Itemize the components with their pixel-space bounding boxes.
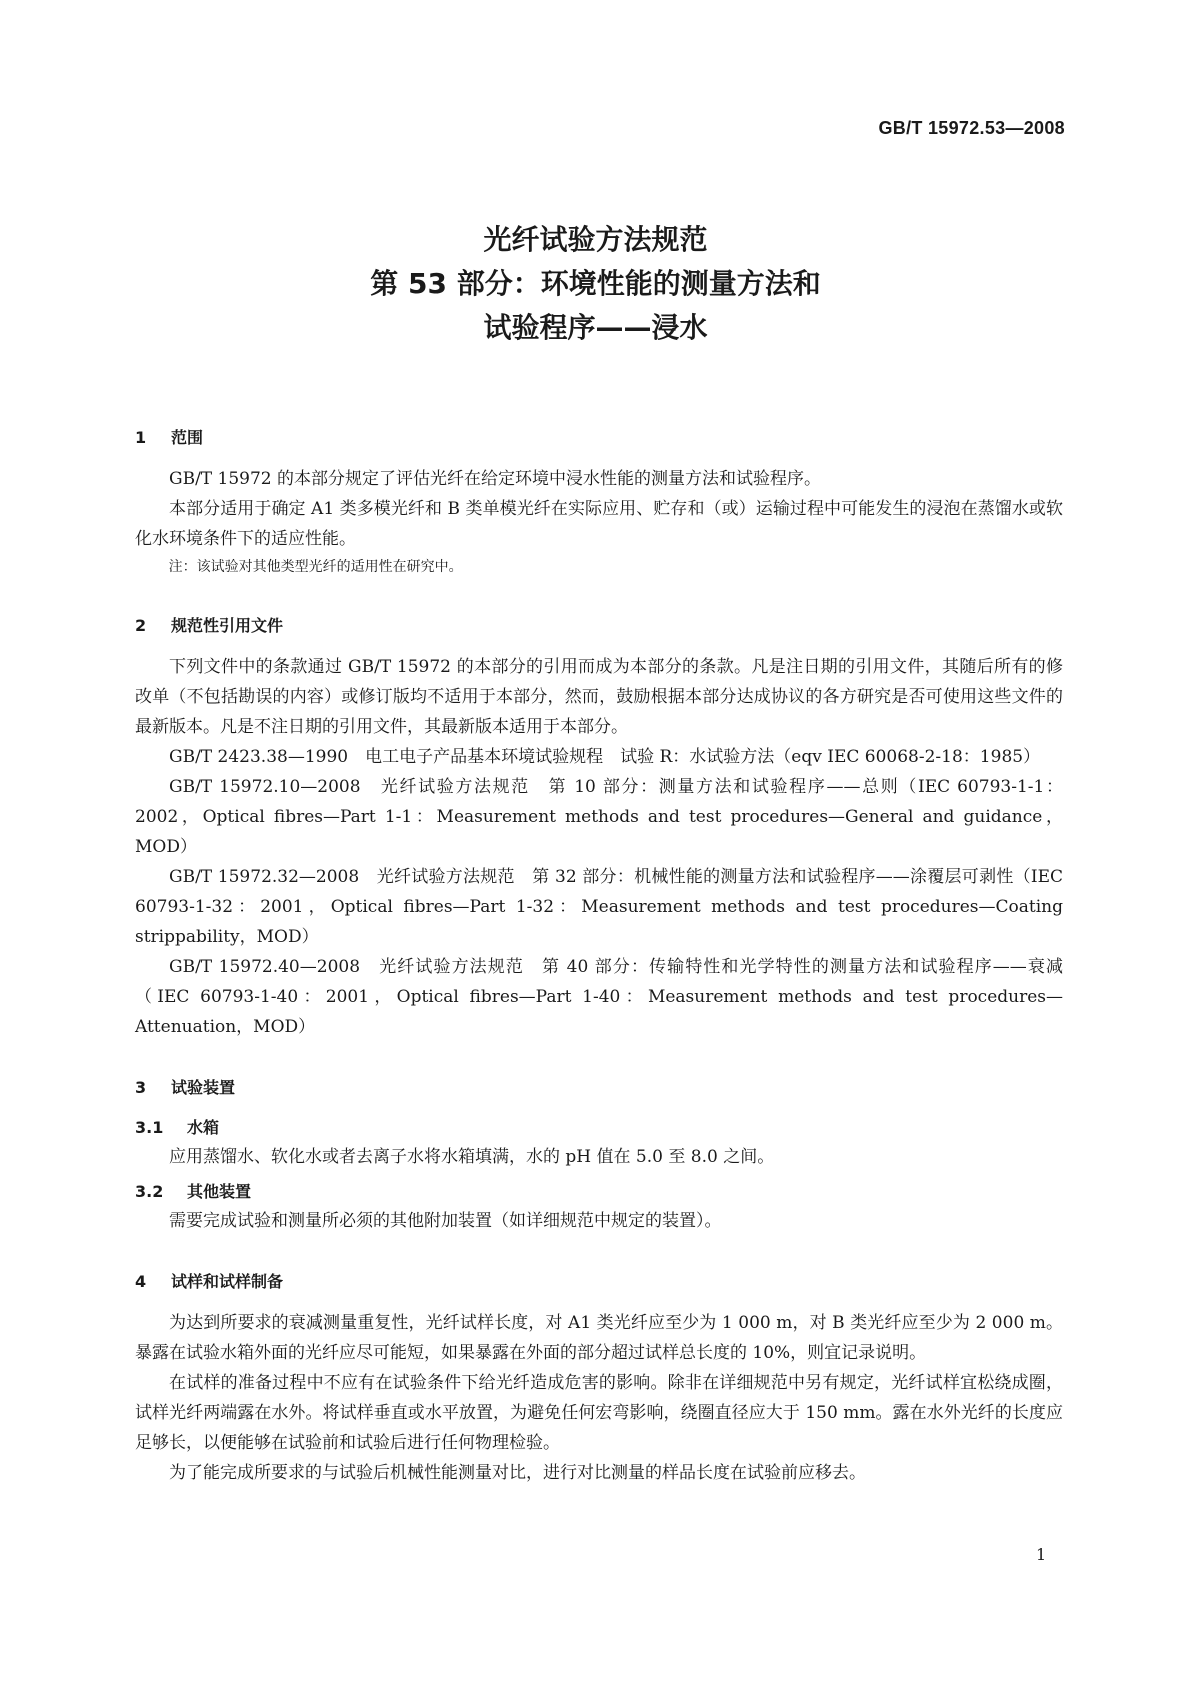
page-number: 1: [1036, 1545, 1047, 1564]
section-heading-scope: [135, 424, 1063, 452]
paragraph: 在试样的准备过程中不应有在试验条件下给光纤造成危害的影响。除非在详细规范中另有规定，光纤试样宜松绕成圈，试样光纤两端露在水外。将试样垂直或水平放置，为避免任何宏弯影响，绕圈直径应大于 150 mm。露在水外光纤的长度应足够长，以便能够在试验前和试验后进行任何物理检验。: [135, 1373, 1063, 1453]
section-number: 1: [135, 428, 147, 447]
section-title: 规范性引用文件: [171, 616, 284, 635]
paragraph: 需要完成试验和测量所必须的其他附加装置（如详细规范中规定的装置）。: [169, 1211, 722, 1231]
section-heading-specimen: [135, 1268, 1063, 1296]
section-title: 试验装置: [171, 1078, 236, 1097]
title-line-3: 试验程序——浸水: [483, 311, 708, 344]
paragraph: 下列文件中的条款通过 GB/T 15972 的本部分的引用而成为本部分的条款。凡是注日期的引用文件，其随后所有的修改单（不包括勘误的内容）或修订版均不适用于本部分，然而，鼓励根据本部分达成协议的各方研究是否可使用这些文件的最新版本。凡是不注日期的引用文件，其最新版本适用于本部分。: [135, 657, 1063, 737]
note: 注：该试验对其他类型光纤的适用性在研究中。: [168, 559, 463, 575]
paragraph: 为了能完成所要求的与试验后机械性能测量对比，进行对比测量的样品长度在试验前应移去。: [169, 1463, 866, 1483]
paragraph: 为达到所要求的衰减测量重复性，光纤试样长度，对 A1 类光纤应至少为 1 000 m，对 B 类光纤应至少为 2 000 m。暴露在试验水箱外面的光纤应尽可能短，如果暴露在外面的部分超过试样总长度的 10%，则宜记录说明。: [135, 1313, 1063, 1363]
section-title: 范围: [171, 428, 204, 447]
subsection-number: 3.2: [135, 1182, 164, 1201]
title-line-2: 第 53 部分：环境性能的测量方法和: [370, 267, 821, 300]
subsection-title: 其他装置: [187, 1182, 252, 1201]
reference-item: GB/T 15972.40—2008 光纤试验方法规范 第 40 部分：传输特性和光学特性的测量方法和试验程序——衰减（IEC 60793-1-40：2001，Optical fibres—Part 1-40：Measurement methods and test procedures—Attenuation，MOD）: [135, 957, 1063, 1037]
section-heading-normative-references: [135, 612, 1063, 640]
standard-number: GB/T 15972.53—2008: [878, 118, 1065, 138]
document-title: [0, 218, 1191, 350]
subsection-number: 3.1: [135, 1118, 164, 1137]
paragraph: 本部分适用于确定 A1 类多模光纤和 B 类单模光纤在实际应用、贮存和（或）运输过程中可能发生的浸泡在蒸馏水或软化水环境条件下的适应性能。: [135, 499, 1063, 549]
section-number: 4: [135, 1272, 147, 1291]
title-line-1: 光纤试验方法规范: [483, 223, 708, 256]
document-body: [135, 424, 1063, 1488]
subsection-title: 水箱: [187, 1118, 220, 1137]
subsection-heading-other-apparatus: [135, 1178, 1063, 1206]
reference-item: GB/T 15972.32—2008 光纤试验方法规范 第 32 部分：机械性能的测量方法和试验程序——涂覆层可剥性（IEC 60793-1-32：2001，Optical fibres—Part 1-32：Measurement methods and test procedures—Coating strippability，MOD）: [135, 867, 1063, 947]
section-heading-apparatus: [135, 1074, 1063, 1102]
reference-item: GB/T 15972.10—2008 光纤试验方法规范 第 10 部分：测量方法和试验程序——总则（IEC 60793-1-1：2002，Optical fibres—Part 1-1：Measurement methods and test procedures—General and guidance，MOD）: [135, 777, 1063, 857]
section-title: 试样和试样制备: [171, 1272, 284, 1291]
paragraph: GB/T 15972 的本部分规定了评估光纤在给定环境中浸水性能的测量方法和试验程序。: [169, 469, 822, 489]
reference-item: GB/T 2423.38—1990 电工电子产品基本环境试验规程 试验 R：水试验方法（eqv IEC 60068-2-18：1985）: [169, 747, 1041, 767]
section-number: 2: [135, 616, 147, 635]
subsection-heading-water-tank: [135, 1114, 1063, 1142]
paragraph: 应用蒸馏水、软化水或者去离子水将水箱填满，水的 pH 值在 5.0 至 8.0 之间。: [169, 1147, 775, 1167]
section-number: 3: [135, 1078, 147, 1097]
